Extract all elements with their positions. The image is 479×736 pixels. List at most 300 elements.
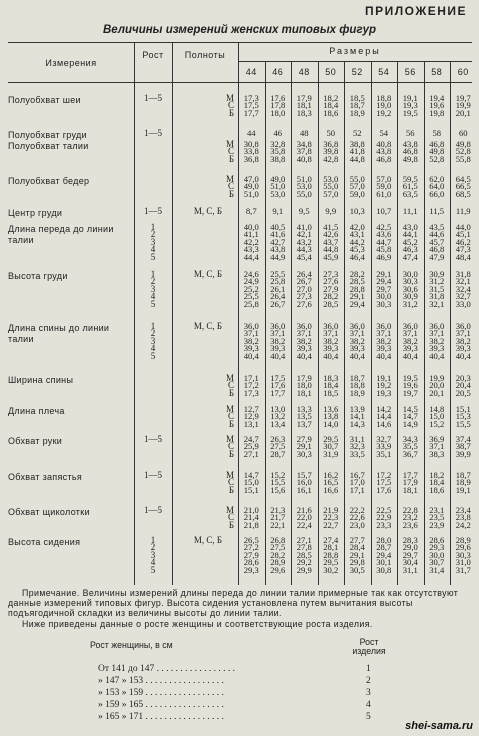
table-cell: 28,5 [296, 549, 312, 560]
table-cell: 33,5 [349, 448, 365, 459]
table-cell: 16,1 [296, 484, 312, 495]
table-cell: 26,4 [296, 269, 312, 279]
table-cell: 52,8 [429, 153, 445, 164]
sizes-table [8, 42, 472, 585]
table-cell: 25,9 [243, 441, 259, 452]
table-cell: 36,0 [376, 321, 392, 331]
table-cell: 9,5 [298, 206, 310, 216]
table-cell: 24,7 [243, 434, 259, 444]
header-size: 60 [457, 67, 469, 77]
table-cell: 40,8 [296, 153, 312, 164]
table-cell: 14,3 [349, 418, 365, 429]
table-cell: 68,5 [455, 188, 471, 199]
table-cell: 21,8 [243, 519, 259, 530]
table-cell: 29,9 [296, 564, 312, 575]
table-cell: 44 [246, 128, 256, 138]
table-cell: 26,7 [270, 298, 286, 309]
table-cell: 23,2 [402, 512, 418, 523]
table-cell: 41,8 [349, 146, 365, 157]
table-cell: 17,7 [243, 107, 259, 118]
table-cell: 32,7 [455, 291, 471, 302]
table-cell: 29,0 [402, 542, 418, 553]
table-cell: 39,3 [349, 343, 365, 354]
table-cell: 29,1 [376, 269, 392, 279]
row-rost: 1—5 [144, 206, 162, 216]
table-header-border [8, 82, 472, 83]
table-cell: 49,8 [402, 153, 418, 164]
table-cell: 13,7 [296, 418, 312, 429]
row-rost: 5 [150, 298, 156, 309]
height-range: » 153 » 159 . . . . . . . . . . . . . . . . . [98, 688, 224, 698]
table-cell: 28,1 [323, 542, 339, 553]
table-cell: 49,8 [455, 139, 471, 149]
table-cell: 25,8 [243, 298, 259, 309]
table-cell: 15,6 [270, 484, 286, 495]
table-cell: 26,7 [296, 276, 312, 287]
table-cell: 30,7 [323, 441, 339, 452]
table-cell: 42,2 [243, 236, 259, 247]
table-cell: 22,1 [270, 519, 286, 530]
table-cell: 36,8 [323, 139, 339, 149]
table-cell: 30,0 [402, 269, 418, 279]
table-cell: 40,4 [296, 350, 312, 361]
table-cell: 38,8 [349, 139, 365, 149]
table-cell: 44,0 [455, 222, 471, 232]
table-cell: 31,2 [402, 298, 418, 309]
table-cell: 30,3 [402, 276, 418, 287]
table-cell: 38,3 [429, 448, 445, 459]
table-cell: 22,4 [296, 519, 312, 530]
table-cell: 22,5 [376, 505, 392, 515]
table-cell: 36,0 [455, 321, 471, 331]
table-cell: 42,6 [323, 229, 339, 240]
table-cell: 57,0 [376, 174, 392, 184]
table-cell: 14,8 [429, 404, 445, 414]
table-cell: 18,9 [349, 387, 365, 398]
table-cell: 27,1 [243, 448, 259, 459]
table-cell: 12,7 [243, 404, 259, 414]
table-cell: 19,6 [402, 380, 418, 391]
table-cell: 17,6 [376, 484, 392, 495]
table-cell: 18,8 [376, 93, 392, 103]
table-cell: 29,6 [455, 542, 471, 553]
table-cell: 30,1 [376, 557, 392, 568]
header-size: 50 [325, 67, 337, 77]
table-cell: 64,5 [455, 174, 471, 184]
table-cell: 23,3 [376, 519, 392, 530]
table-cell: 30,9 [402, 291, 418, 302]
table-cell: 19,5 [402, 107, 418, 118]
table-cell: 30,0 [376, 291, 392, 302]
row-poln: Б [228, 107, 234, 118]
table-cell: 18,6 [429, 484, 445, 495]
table-cell: 43,1 [349, 229, 365, 240]
table-cell: 55,0 [349, 174, 365, 184]
table-cell: 40,4 [323, 350, 339, 361]
table-cell: 24,9 [243, 276, 259, 287]
table-cell: 30,7 [429, 557, 445, 568]
table-cell: 40,4 [429, 350, 445, 361]
table-cell: 31,9 [323, 448, 339, 459]
table-cell: 46,8 [429, 244, 445, 255]
table-cell: 23,9 [429, 519, 445, 530]
col-divider-size [238, 42, 239, 585]
table-cell: 27,7 [349, 535, 365, 545]
table-cell: 45,7 [429, 236, 445, 247]
row-label: Длина спины до линии талии [8, 323, 110, 344]
table-cell: 18,2 [323, 93, 339, 103]
table-cell: 42,5 [376, 222, 392, 232]
table-cell: 28,5 [349, 276, 365, 287]
table-cell: 28,2 [323, 291, 339, 302]
table-cell: 23,8 [455, 512, 471, 523]
table-cell: 40,4 [455, 350, 471, 361]
table-cell: 25,5 [270, 269, 286, 279]
header-size: 52 [351, 67, 363, 77]
table-cell: 37,1 [270, 328, 286, 339]
table-cell: 20,1 [455, 107, 471, 118]
table-cell: 13,2 [270, 411, 286, 422]
row-poln: М [225, 505, 234, 515]
table-cell: 45,8 [376, 244, 392, 255]
row-label: Ширина спины [8, 375, 74, 385]
row-poln: М [225, 93, 234, 103]
table-cell: 41,5 [323, 222, 339, 232]
table-cell: 28,4 [349, 542, 365, 553]
table-cell: 17,1 [349, 484, 365, 495]
table-cell: 44,2 [349, 236, 365, 247]
table-cell: 43,6 [376, 229, 392, 240]
table-cell: 44,7 [376, 236, 392, 247]
row-label: Полуобхват талии [8, 141, 89, 151]
table-cell: 16,5 [323, 477, 339, 488]
table-cell: 37,1 [296, 328, 312, 339]
table-cell: 23,1 [429, 505, 445, 515]
table-cell: 38,8 [270, 153, 286, 164]
table-cell: 15,0 [429, 411, 445, 422]
table-cell: 17,9 [296, 373, 312, 383]
table-cell: 28,3 [402, 535, 418, 545]
table-cell: 46,8 [429, 139, 445, 149]
row-rost: 2 [150, 229, 156, 240]
table-cell: 22,2 [349, 505, 365, 515]
table-cell: 39,8 [323, 146, 339, 157]
table-cell: 29,5 [323, 434, 339, 444]
table-cell: 30,8 [376, 564, 392, 575]
table-cell: 18,3 [323, 373, 339, 383]
table-cell: 29,7 [376, 283, 392, 294]
table-cell: 26,3 [270, 434, 286, 444]
row-rost: 1—5 [144, 434, 162, 444]
row-label: Длина переда до линии талии [8, 224, 114, 245]
table-cell: 48,4 [455, 251, 471, 262]
table-cell: 43,2 [296, 236, 312, 247]
table-cell: 17,5 [270, 373, 286, 383]
table-cell: 42,0 [349, 222, 365, 232]
table-cell: 38,2 [429, 335, 445, 346]
table-cell: 17,9 [402, 477, 418, 488]
table-cell: 27,6 [323, 276, 339, 287]
row-poln: М [225, 174, 234, 184]
table-cell: 18,1 [296, 100, 312, 111]
table-cell: 38,7 [455, 441, 471, 452]
row-label: Обхват запястья [8, 472, 83, 482]
table-cell: 26,5 [243, 535, 259, 545]
table-cell: 45,3 [349, 244, 365, 255]
table-cell: 19,5 [402, 373, 418, 383]
table-cell: 18,6 [323, 107, 339, 118]
table-cell: 19,3 [376, 387, 392, 398]
table-cell: 33,8 [243, 146, 259, 157]
table-cell: 44,9 [270, 251, 286, 262]
table-cell: 21,4 [243, 512, 259, 523]
table-cell: 38,2 [243, 335, 259, 346]
table-cell: 19,7 [455, 93, 471, 103]
table-cell: 30,8 [243, 139, 259, 149]
table-cell: 50 [326, 128, 336, 138]
table-cell: 41,6 [270, 229, 286, 240]
table-cell: 37,1 [402, 328, 418, 339]
table-cell: 30,4 [402, 557, 418, 568]
row-poln: С [227, 411, 234, 422]
table-cell: 20,4 [455, 380, 471, 391]
table-cell: 43,8 [270, 244, 286, 255]
table-cell: 17,6 [270, 380, 286, 391]
appendix-label: ПРИЛОЖЕНИЕ [365, 4, 467, 18]
table-cell: 42,1 [296, 229, 312, 240]
row-rost: 4 [150, 343, 156, 354]
table-cell: 17,1 [243, 373, 259, 383]
table-cell: 33,0 [455, 298, 471, 309]
table-cell: 21,0 [243, 505, 259, 515]
table-cell: 18,3 [296, 107, 312, 118]
table-cell: 59,5 [402, 174, 418, 184]
height-number: 3 [366, 688, 371, 698]
table-cell: 32,3 [349, 441, 365, 452]
table-cell: 16,7 [349, 470, 365, 480]
row-rost: 3 [150, 283, 156, 294]
table-cell: 43,5 [429, 222, 445, 232]
table-cell: 22,3 [323, 512, 339, 523]
table-cell: 46,3 [402, 244, 418, 255]
table-cell: 31,7 [455, 564, 471, 575]
table-cell: 18,1 [296, 387, 312, 398]
table-cell: 36,0 [296, 321, 312, 331]
table-cell: 28,7 [270, 448, 286, 459]
table-cell: 41,0 [296, 222, 312, 232]
table-cell: 17,5 [376, 477, 392, 488]
table-cell: 38,2 [376, 335, 392, 346]
table-cell: 14,9 [402, 418, 418, 429]
table-cell: 36,7 [402, 448, 418, 459]
table-cell: 22,6 [349, 512, 365, 523]
table-cell: 29,4 [376, 549, 392, 560]
table-cell: 15,5 [455, 418, 471, 429]
table-cell: 19,9 [429, 373, 445, 383]
table-cell: 38,2 [270, 335, 286, 346]
table-cell: 13,3 [296, 404, 312, 414]
row-label: Длина плеча [8, 406, 65, 416]
table-cell: 46,2 [455, 236, 471, 247]
table-cell: 39,3 [270, 343, 286, 354]
table-cell: 40,0 [243, 222, 259, 232]
table-cell: 27,2 [243, 542, 259, 553]
table-cell: 32,1 [429, 298, 445, 309]
site-watermark: shei-sama.ru [405, 720, 473, 732]
table-cell: 13,4 [270, 418, 286, 429]
table-cell: 17,2 [243, 380, 259, 391]
table-cell: 18,5 [349, 93, 365, 103]
table-cell: 53,0 [296, 181, 312, 192]
row-label: Полуобхват груди [8, 130, 87, 140]
row-rost: 1—5 [144, 128, 162, 138]
row-poln: Б [228, 188, 234, 199]
table-cell: 29,1 [296, 441, 312, 452]
table-cell: 32,1 [455, 276, 471, 287]
table-cell: 37,1 [243, 328, 259, 339]
table-cell: 36,0 [402, 321, 418, 331]
table-cell: 30,2 [323, 564, 339, 575]
table-cell: 21,9 [323, 505, 339, 515]
table-cell: 39,9 [455, 448, 471, 459]
table-cell: 9,9 [325, 206, 337, 216]
table-cell: 40,4 [349, 350, 365, 361]
table-cell: 9,1 [272, 206, 284, 216]
table-cell: 15,2 [429, 418, 445, 429]
row-rost: 1 [150, 321, 156, 331]
table-cell: 8,7 [245, 206, 257, 216]
table-cell: 44,1 [402, 229, 418, 240]
table-top-border [8, 42, 472, 43]
table-cell: 39,3 [296, 343, 312, 354]
table-cell: 15,7 [296, 470, 312, 480]
table-cell: 36,8 [243, 153, 259, 164]
table-cell: 31,1 [349, 434, 365, 444]
table-cell: 25,5 [243, 291, 259, 302]
table-cell: 30,3 [296, 448, 312, 459]
table-cell: 18,8 [349, 380, 365, 391]
table-cell: 14,0 [323, 418, 339, 429]
height-range: От 141 до 147 . . . . . . . . . . . . . . . . . [98, 664, 235, 674]
row-poln: Б [228, 153, 234, 164]
header-size: 46 [272, 67, 284, 77]
table-cell: 40,4 [376, 350, 392, 361]
table-cell: 37,8 [296, 146, 312, 157]
table-cell: 12,9 [243, 411, 259, 422]
table-cell: 23,0 [349, 519, 365, 530]
table-cell: 34,3 [402, 434, 418, 444]
table-cell: 51,0 [243, 188, 259, 199]
table-cell: 20,1 [429, 387, 445, 398]
table-cell: 14,1 [349, 411, 365, 422]
table-cell: 36,0 [349, 321, 365, 331]
table-cell: 61,0 [376, 188, 392, 199]
table-cell: 18,2 [429, 470, 445, 480]
table-cell: 46,8 [376, 153, 392, 164]
table-cell: 18,0 [270, 107, 286, 118]
table-cell: 61,5 [402, 181, 418, 192]
table-cell: 43,7 [323, 236, 339, 247]
table-cell: 26,1 [270, 283, 286, 294]
table-cell: 51,0 [270, 181, 286, 192]
row-rost: 1—5 [144, 93, 162, 103]
table-cell: 20,3 [455, 373, 471, 383]
table-cell: 17,8 [270, 100, 286, 111]
table-cell: 28,8 [349, 283, 365, 294]
table-cell: 43,8 [402, 139, 418, 149]
table-cell: 36,0 [270, 321, 286, 331]
table-cell: 44,4 [243, 251, 259, 262]
header-size: 48 [298, 67, 310, 77]
table-cell: 31,2 [429, 276, 445, 287]
table-cell: 52,8 [455, 146, 471, 157]
table-cell: 36,0 [429, 321, 445, 331]
table-cell: 19,4 [429, 93, 445, 103]
row-poln: М [225, 434, 234, 444]
header-size: 56 [404, 67, 416, 77]
header-size: 54 [378, 67, 390, 77]
row-poln: Б [228, 519, 234, 530]
table-cell: 29,8 [349, 557, 365, 568]
table-cell: 45,9 [323, 251, 339, 262]
table-cell: 38,2 [402, 335, 418, 346]
table-cell: 18,9 [349, 107, 365, 118]
row-poln: Б [228, 418, 234, 429]
row-poln: С [227, 441, 234, 452]
table-cell: 19,6 [429, 100, 445, 111]
header-size: 44 [245, 67, 257, 77]
table-cell: 22,9 [376, 512, 392, 523]
table-cell: 19,8 [429, 107, 445, 118]
table-cell: 18,4 [429, 477, 445, 488]
height-range: » 159 » 165 . . . . . . . . . . . . . . . . . [98, 700, 224, 710]
table-cell: 44,8 [323, 244, 339, 255]
table-cell: 35,8 [270, 146, 286, 157]
table-cell: 17,7 [270, 387, 286, 398]
row-rost: 5 [150, 251, 156, 262]
table-cell: 36,0 [323, 321, 339, 331]
table-cell: 63,5 [402, 188, 418, 199]
table-title: Величины измерений женских типовых фигур [102, 24, 377, 36]
table-cell: 57,0 [349, 181, 365, 192]
table-cell: 29,6 [270, 564, 286, 575]
table-cell: 11,9 [455, 206, 471, 216]
table-cell: 62,0 [429, 174, 445, 184]
table-cell: 31,8 [455, 269, 471, 279]
table-cell: 10,3 [349, 206, 365, 216]
table-cell: 25,2 [243, 283, 259, 294]
row-rost: 2 [150, 328, 156, 339]
table-cell: 19,9 [455, 100, 471, 111]
height-col2-header: Рост изделия [352, 637, 386, 656]
table-cell: 29,5 [323, 557, 339, 568]
table-cell: 18,0 [296, 380, 312, 391]
table-cell: 13,8 [323, 411, 339, 422]
table-cell: 28,6 [429, 535, 445, 545]
row-rost: 4 [150, 557, 156, 568]
table-cell: 47,9 [429, 251, 445, 262]
row-rost: 1—5 [144, 470, 162, 480]
row-rost: 4 [150, 291, 156, 302]
table-cell: 31,0 [455, 557, 471, 568]
table-cell: 27,8 [296, 542, 312, 553]
note-text-2: Ниже приведены данные о росте женщины и соответствующие роста изделия. [22, 619, 373, 629]
table-cell: 18,7 [349, 373, 365, 383]
table-cell: 29,7 [402, 549, 418, 560]
row-poln: М [225, 373, 234, 383]
table-cell: 18,5 [323, 387, 339, 398]
table-cell: 52 [352, 128, 362, 138]
